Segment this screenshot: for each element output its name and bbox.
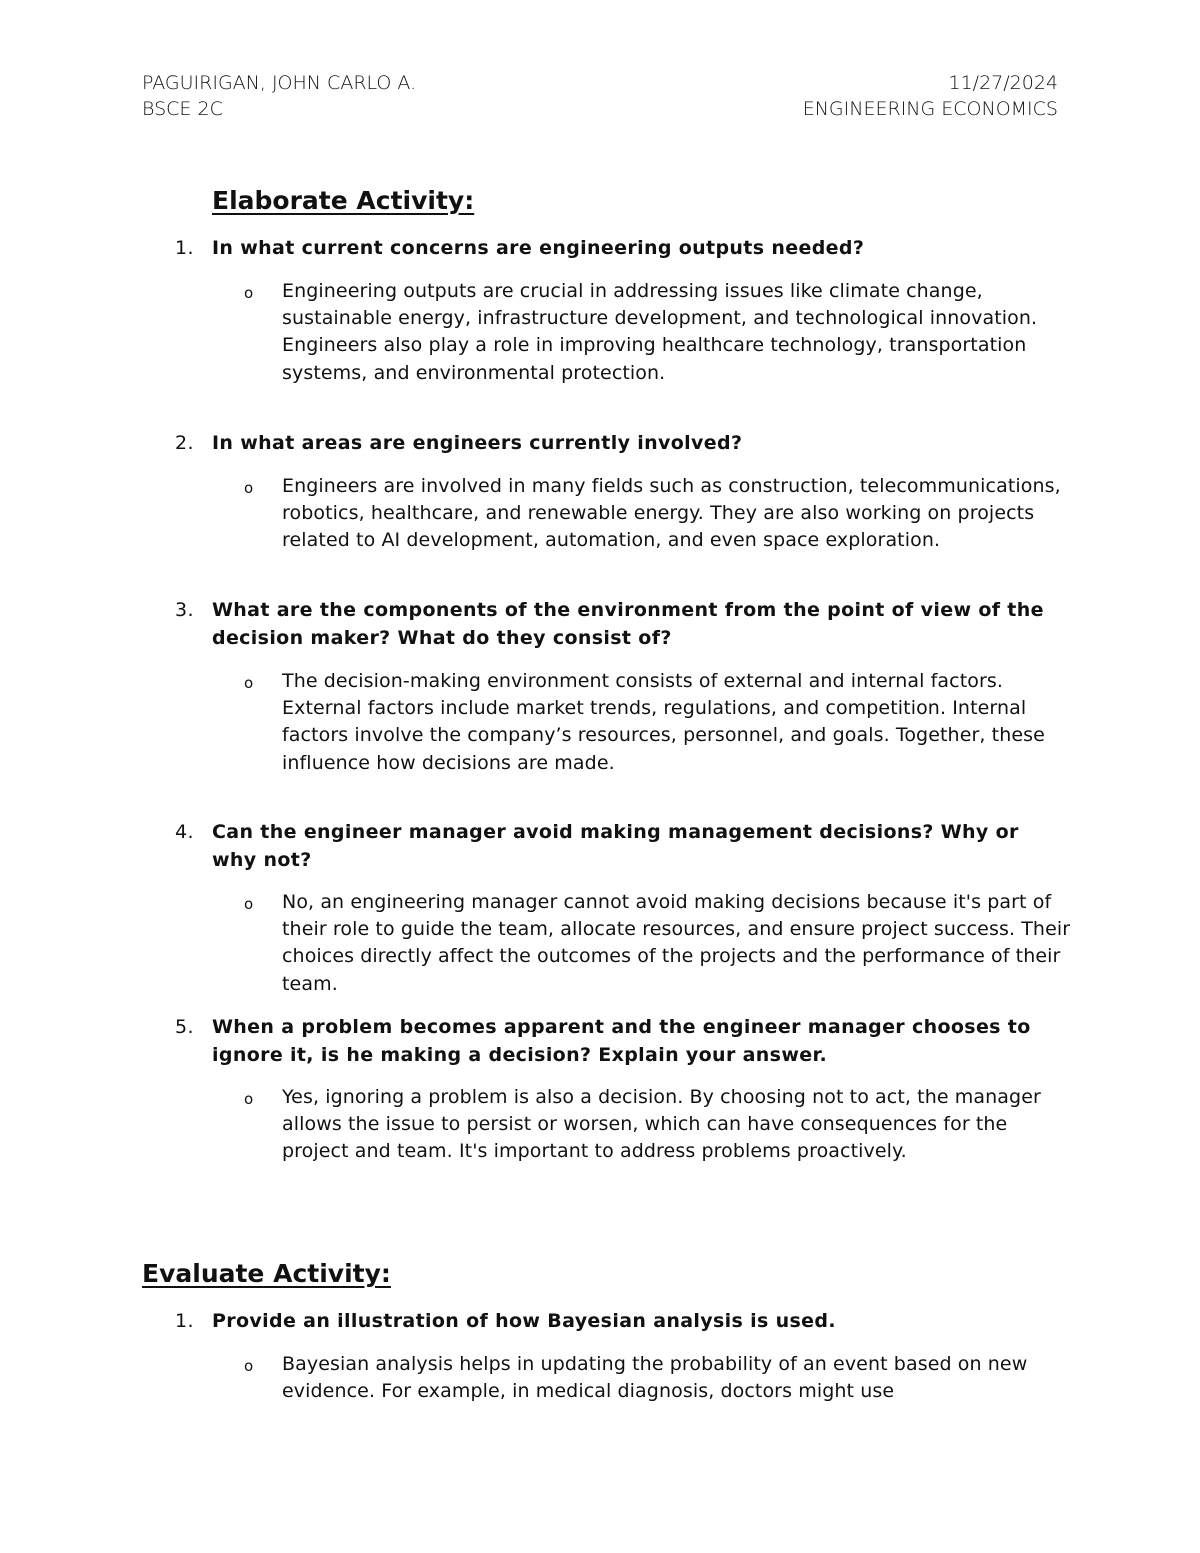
- student-section: BSCE 2C: [142, 98, 223, 120]
- question-text: In what current concerns are engineering outputs needed?: [212, 237, 865, 259]
- question-number: 5.: [175, 1016, 194, 1038]
- question-number: 4.: [175, 821, 194, 843]
- evaluate-activity-title: Evaluate Activity:: [142, 1259, 391, 1288]
- answer-item: [244, 1351, 1074, 1405]
- bullet-icon: o: [244, 1090, 254, 1108]
- answer-item: [244, 1084, 1074, 1166]
- question-number: 1.: [175, 237, 194, 259]
- question-item: [175, 1013, 1065, 1069]
- answer-text: No, an engineering manager cannot avoid making decisions because it's part of their role to guide the team, allocate resources, and ensure project success. Their choices directly affect the outcomes of the projects and the performance of their team.: [282, 891, 1071, 995]
- question-text: What are the components of the environment from the point of view of the decision maker? What do they consist of?: [212, 599, 1044, 649]
- answer-text: Yes, ignoring a problem is also a decision. By choosing not to act, the manager allows the issue to persist or worsen, which can have consequences for the project and team. It's important to address problems proactively.: [282, 1086, 1041, 1163]
- question-number: 2.: [175, 432, 194, 454]
- answer-item: [244, 473, 1074, 555]
- question-number: 1.: [175, 1310, 194, 1332]
- question-number: 3.: [175, 599, 194, 621]
- question-text: When a problem becomes apparent and the engineer manager chooses to ignore it, is he making a decision? Explain your answer.: [212, 1016, 1031, 1066]
- answer-text: The decision-making environment consists of external and internal factors. External factors include market trends, regulations, and competition. Internal factors involve the company’s resources, personnel, and goals. Together, these influence how decisions are made.: [282, 670, 1045, 774]
- answer-item: [244, 278, 1074, 387]
- elaborate-activity-title: Elaborate Activity:: [212, 186, 475, 215]
- answer-text: Engineering outputs are crucial in addressing issues like climate change, sustainable energy, infrastructure development, and technological innovation. Engineers also play a role in improving healthcare technology, transportation systems, and environmental protection.: [282, 280, 1038, 384]
- bullet-icon: o: [244, 284, 254, 302]
- question-item: [175, 818, 1065, 874]
- submission-date: 11/27/2024: [948, 72, 1058, 94]
- answer-text: Bayesian analysis helps in updating the probability of an event based on new evidence. For example, in medical diagnosis, doctors might use: [282, 1353, 1028, 1403]
- question-text: Can the engineer manager avoid making management decisions? Why or why not?: [212, 821, 1019, 871]
- course-name: ENGINEERING ECONOMICS: [802, 98, 1058, 120]
- bullet-icon: o: [244, 895, 254, 913]
- answer-text: Engineers are involved in many fields such as construction, telecommunications, robotics, healthcare, and renewable energy. They are also working on projects related to AI development, automation, and even space exploration.: [282, 475, 1061, 552]
- question-text: Provide an illustration of how Bayesian analysis is used.: [212, 1310, 836, 1332]
- document-header: [142, 70, 1058, 122]
- question-item: [175, 596, 1065, 652]
- student-name: PAGUIRIGAN, JOHN CARLO A.: [142, 72, 417, 94]
- bullet-icon: o: [244, 674, 254, 692]
- answer-item: [244, 668, 1074, 777]
- question-text: In what areas are engineers currently involved?: [212, 432, 743, 454]
- answer-item: [244, 889, 1074, 998]
- question-item: [175, 1307, 1065, 1335]
- question-item: [175, 234, 1065, 262]
- question-item: [175, 429, 1065, 457]
- bullet-icon: o: [244, 479, 254, 497]
- bullet-icon: o: [244, 1357, 254, 1375]
